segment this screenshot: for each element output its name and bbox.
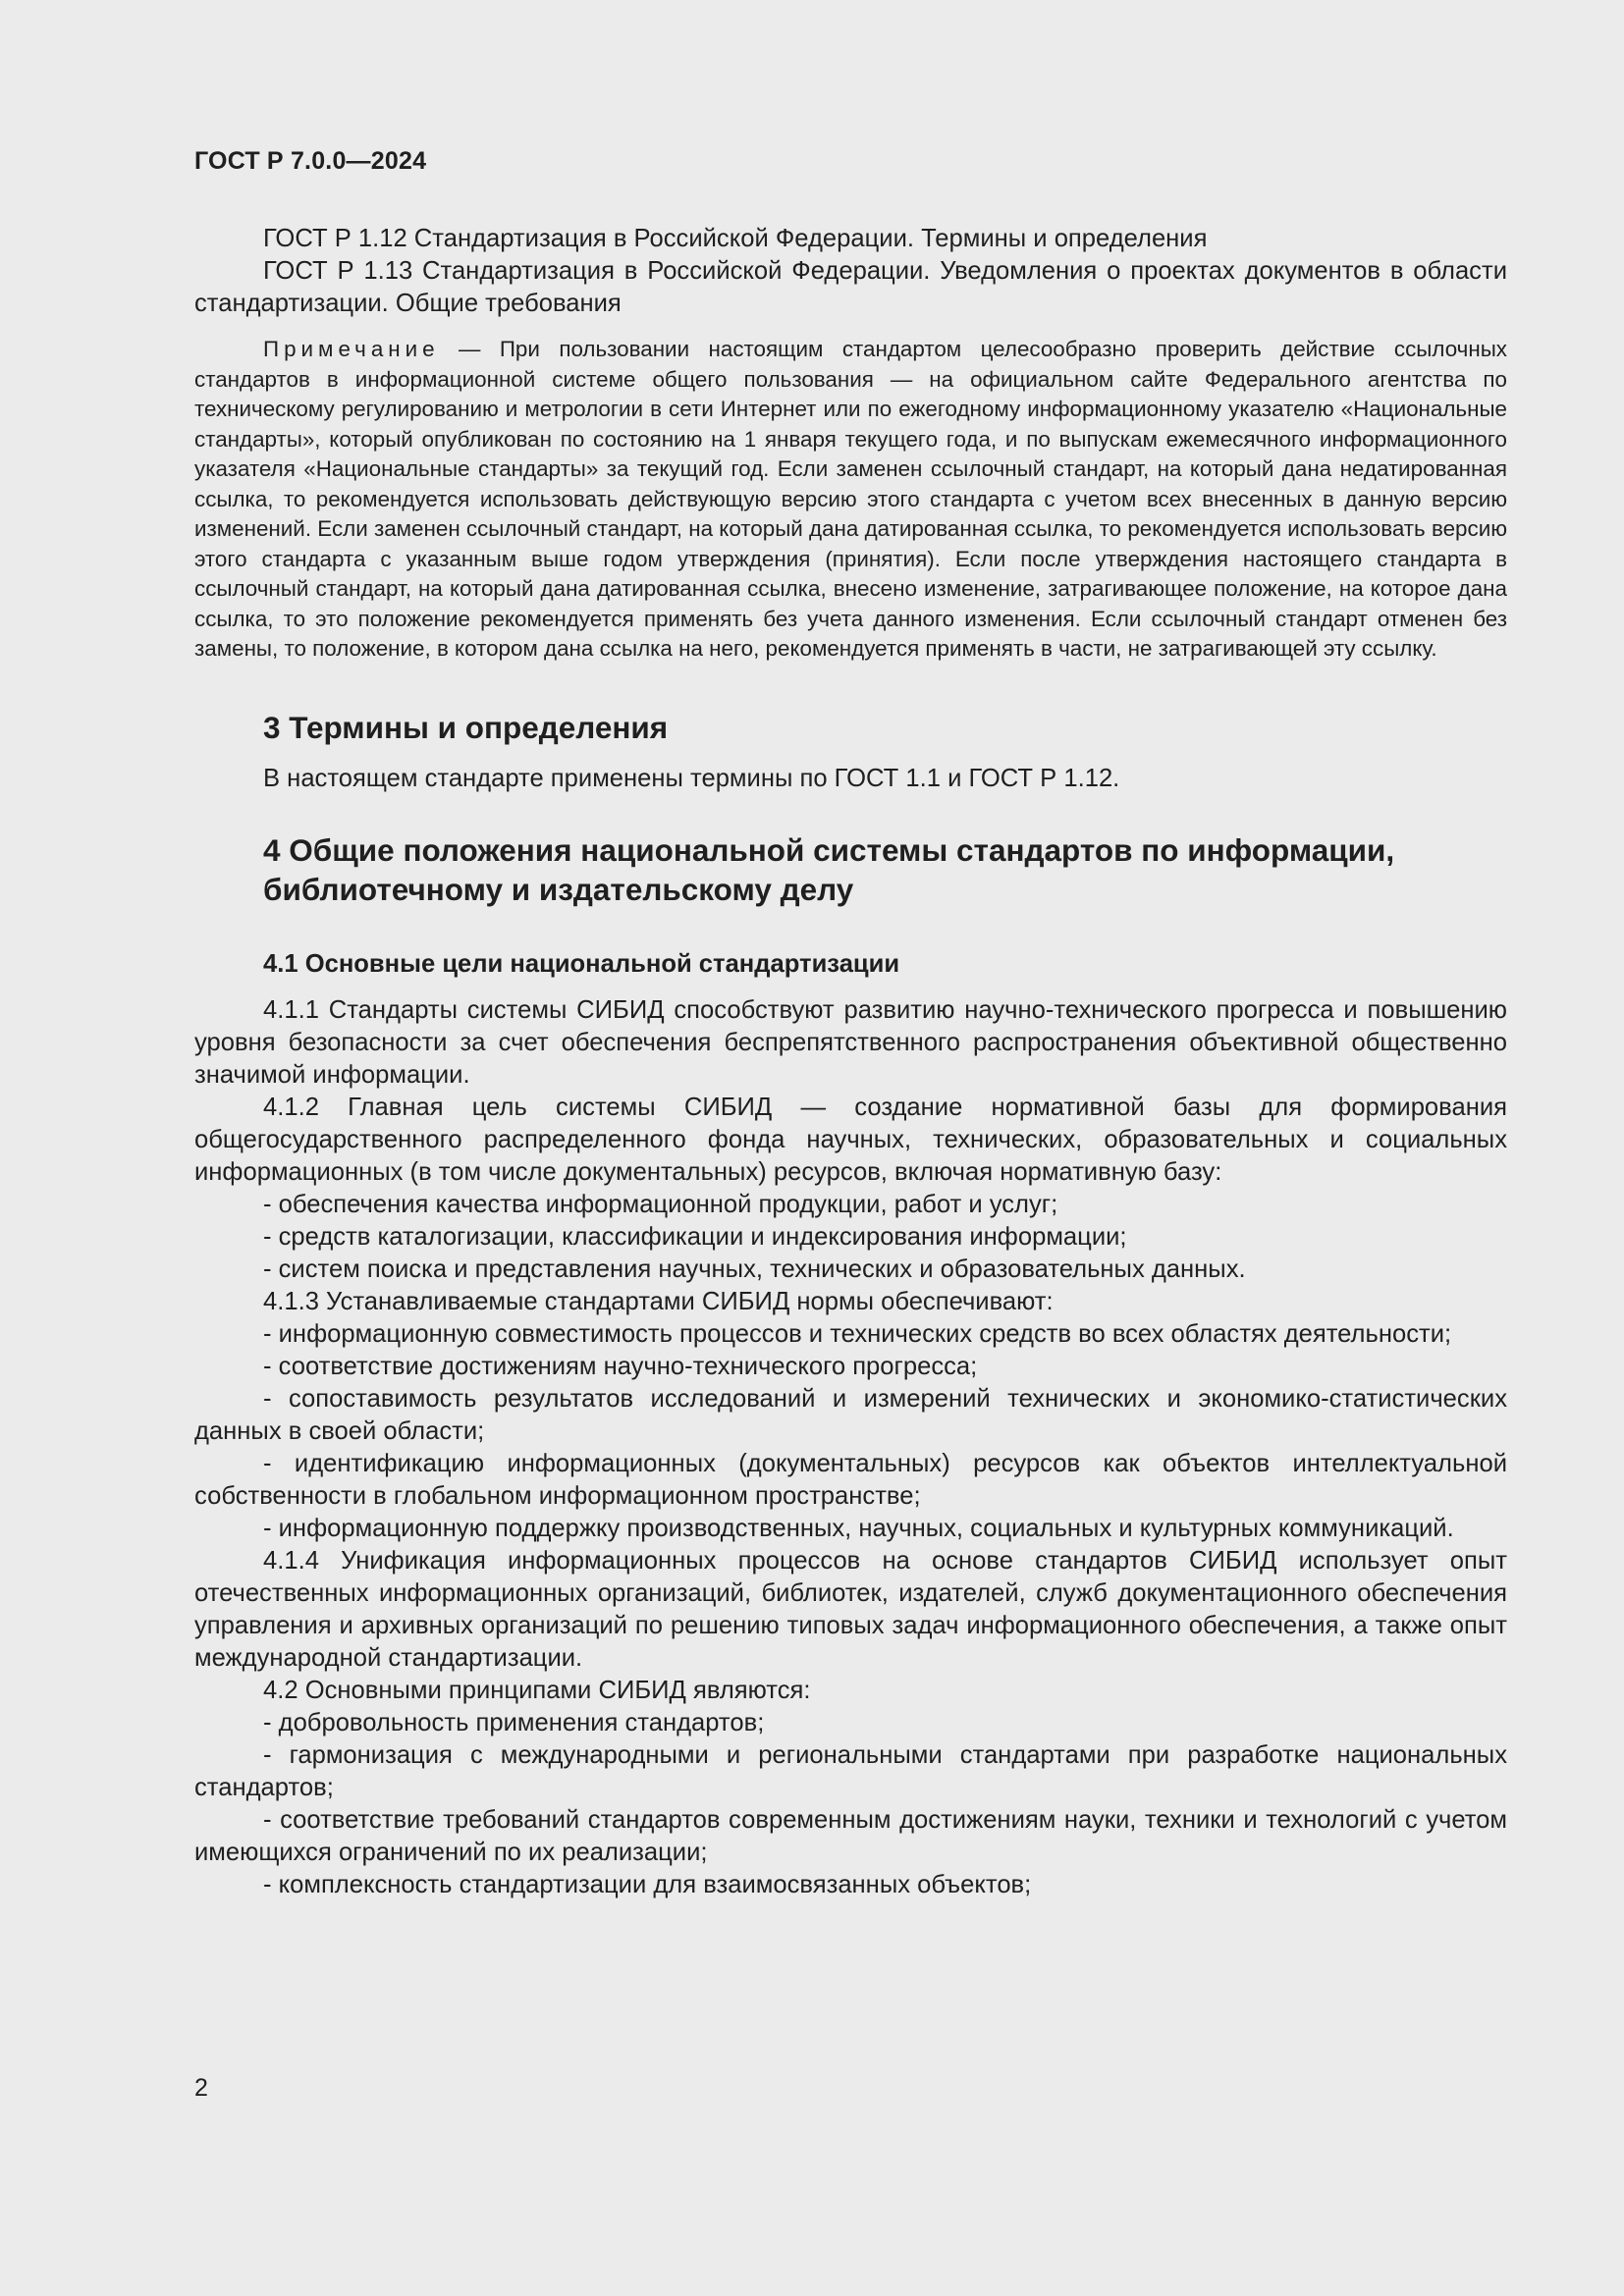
reference-item: ГОСТ Р 1.12 Стандартизация в Российской Федерации. Термины и определения <box>263 225 1208 252</box>
note-paragraph <box>194 335 1507 665</box>
section-4-heading: 4 Общие положения национальной системы стандартов по информации, библиотечному и издательскому делу <box>263 831 1395 907</box>
list-item: - идентификацию информационных (документальных) ресурсов как объектов интеллектуальной собственности в глобальном информационном пространстве; <box>194 1449 1507 1510</box>
page-content <box>194 223 1507 1901</box>
list-item: - сопоставимость результатов исследований и измерений технических и экономико-статистических данных в своей области; <box>194 1384 1507 1445</box>
body-paragraph: 4.1.2 Главная цель системы СИБИД — создание нормативной базы для формирования общегосударственного распределенного фонда научных, технических, образовательных и социальных информационных (в том числе документальных) ресурсов, включая нормативную базу: <box>194 1093 1507 1186</box>
list-item: - систем поиска и представления научных, технических и образовательных данных. <box>263 1255 1246 1283</box>
list-item: - информационную поддержку производственных, научных, социальных и культурных коммуникаций. <box>263 1514 1454 1542</box>
document-header: ГОСТ Р 7.0.0—2024 <box>194 147 427 175</box>
body-paragraph: 4.1.1 Стандарты системы СИБИД способствуют развитию научно-технического прогресса и повышению уровня безопасности за счет обеспечения беспрепятственного распространения объективной общественно значимой информации. <box>194 995 1507 1089</box>
note-dash: — <box>439 337 500 361</box>
page-number: 2 <box>194 2074 208 2102</box>
body-paragraph: 4.2 Основными принципами СИБИД являются: <box>263 1676 811 1704</box>
body-paragraph: 4.1.3 Устанавливаемые стандартами СИБИД нормы обеспечивают: <box>263 1287 1054 1315</box>
section-3-heading: 3 Термины и определения <box>263 709 669 745</box>
note-text: При пользовании настоящим стандартом целесообразно проверить действие ссылочных стандартов в информационной системе общего пользования — на официальном сайте Федерального агентства по техническому регулированию и метрологии в сети Интернет или по ежегодному информационному указателю «Национальные стандарты», который опубликован по состоянию на 1 января текущего года, и по выпускам ежемесячного информационного указателя «Национальные стандарты» за текущий год. Если заменен ссылочный стандарт, на который дана недатированная ссылка, то рекомендуется использовать действующую версию этого стандарта с учетом всех внесенных в данную версию изменений. Если заменен ссылочный стандарт, на который дана датированная ссылка, то рекомендуется использовать версию этого стандарта с указанным выше годом утверждения (принятия). Если после утверждения настоящего стандарта в ссылочный стандарт, на который дана датированная ссылка, внесено изменение, затрагивающее положение, на которое дана ссылка, то это положение рекомендуется применять без учета данного изменения. Если ссылочный стандарт отменен без замены, то положение, в котором дана ссылка на него, рекомендуется применять в части, не затрагивающей эту ссылку. <box>194 337 1507 661</box>
list-item: - комплексность стандартизации для взаимосвязанных объектов; <box>263 1870 1032 1898</box>
list-item: - добровольность применения стандартов; <box>263 1708 765 1736</box>
subsection-4-1-heading: 4.1 Основные цели национальной стандартизации <box>263 949 900 978</box>
note-label: Примечание <box>263 337 440 361</box>
list-item: - средств каталогизации, классификации и индексирования информации; <box>263 1222 1127 1251</box>
reference-item: ГОСТ Р 1.13 Стандартизация в Российской Федерации. Уведомления о проектах документов в области стандартизации. Общие требования <box>194 257 1507 317</box>
section-3-text: В настоящем стандарте применены термины по ГОСТ 1.1 и ГОСТ Р 1.12. <box>263 764 1120 792</box>
list-item: - обеспечения качества информационной продукции, работ и услуг; <box>263 1190 1058 1218</box>
list-item: - соответствие требований стандартов современным достижениям науки, техники и технологий с учетом имеющихся ограничений по их реализации; <box>194 1805 1507 1866</box>
list-item: - соответствие достижениям научно-технического прогресса; <box>263 1352 978 1380</box>
body-paragraph: 4.1.4 Унификация информационных процессов на основе стандартов СИБИД использует опыт отечественных информационных организаций, библиотек, издателей, служб документационного обеспечения управления и архивных организаций по решению типовых задач информационного обеспечения, а также опыт международной стандартизации. <box>194 1546 1507 1672</box>
list-item: - информационную совместимость процессов и технических средств во всех областях деятельности; <box>263 1319 1452 1348</box>
list-item: - гармонизация с международными и региональными стандартами при разработке национальных стандартов; <box>194 1740 1507 1801</box>
